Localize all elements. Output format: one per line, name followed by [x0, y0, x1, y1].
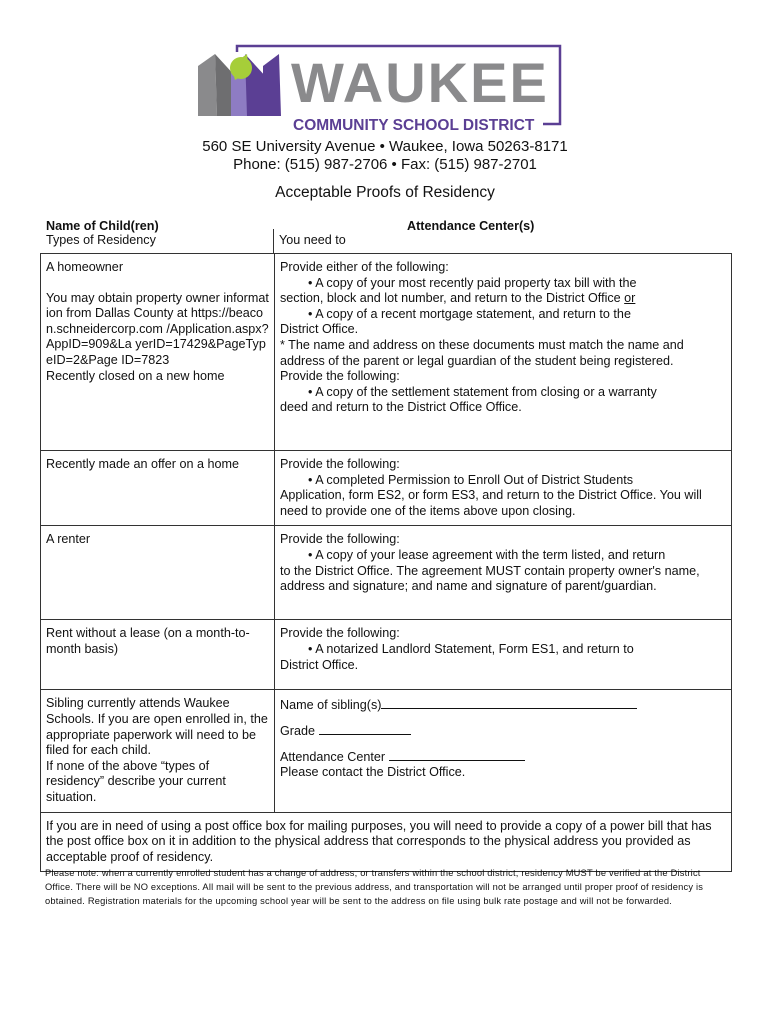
- homeowner-note: You may obtain property owner information from Dallas County at https://beacon.schneidercorp.com /Application.aspx?AppID=909&La yerID=17429&PageTypeID=2&Page ID=7823: [46, 290, 269, 367]
- header-attendance: Attendance Center(s): [407, 219, 535, 233]
- type-offer: Recently made an offer on a home: [46, 457, 239, 471]
- table-row: [41, 451, 732, 526]
- logo-subtitle: COMMUNITY SCHOOL DISTRICT: [293, 117, 535, 134]
- requirement-bullet: • A notarized Landlord Statement, Form ES1, and return to: [308, 641, 634, 656]
- requirement-intro: Provide the following:: [280, 457, 400, 471]
- attendance-center-field[interactable]: Attendance Center: [280, 748, 727, 766]
- district-logo: [0, 44, 770, 134]
- table-row: [41, 690, 732, 812]
- logo-wordmark: WAUKEE: [291, 51, 549, 114]
- requirement-intro: Provide the following:: [280, 532, 400, 547]
- requirement-intro: Provide the following:: [280, 369, 400, 384]
- footnote: Please note: when a currently enrolled student has a change of address, or transfers within the school district, residency MUST be verified at the District Office. There will be NO exceptions. All mail will be sent to the previous address, and transportation will not be arranged until proper proof of residency is obtained. Registration materials for the upcoming school year will be sent to the address on file using bulk rate postage and will not be forwarded.: [45, 868, 704, 907]
- residency-table: [40, 215, 732, 872]
- requirement-text: Application, form ES2, or form ES3, and return to the District Office. You will need to provide one of the items above upon closing.: [280, 488, 702, 518]
- type-none: If none of the above “types of residency” describe your current situation.: [46, 758, 226, 804]
- requirement-bullet: • A copy of the settlement statement from closing or a warranty: [308, 384, 657, 399]
- header-child-name: Name of Child(ren): [46, 219, 159, 233]
- requirement-text: deed and return to the District Office Office.: [280, 400, 522, 415]
- requirement-text: District Office.: [280, 322, 359, 337]
- table-row: [41, 526, 732, 620]
- type-renter: A renter: [46, 532, 91, 547]
- header-you-need: You need to: [279, 233, 346, 247]
- requirement-bullet: • A copy of a recent mortgage statement, and return to the: [308, 306, 631, 321]
- contact-district: Please contact the District Office.: [280, 765, 466, 780]
- requirement-intro: Provide either of the following:: [280, 260, 449, 274]
- logo-mark-gray-left: [198, 54, 217, 116]
- page-title: Acceptable Proofs of Residency: [275, 184, 495, 201]
- district-phone: Phone: (515) 987-2706 • Fax: (515) 987-2701: [233, 156, 537, 173]
- grade-field[interactable]: Grade: [280, 722, 727, 740]
- po-box-note: If you are in need of using a post office box for mailing purposes, you will need to provide a copy of a power bill that has the post office box on it in addition to the physical address that corresponds to the physical address you provided as acceptable proof of residency.: [46, 818, 712, 864]
- table-row: [41, 812, 732, 872]
- type-no-lease: Rent without a lease (on a month-to-month basis): [46, 626, 250, 656]
- sibling-name-field[interactable]: Name of sibling(s): [280, 696, 727, 714]
- requirement-note: * The name and address on these documents must match the name and address of the parent or legal guardian of the student being registered.: [280, 337, 684, 368]
- requirement-bullet: • A completed Permission to Enroll Out of District Students: [308, 472, 633, 487]
- requirement-text: District Office.: [280, 657, 359, 672]
- header-types: Types of Residency: [46, 233, 156, 247]
- requirement-bullet: • A copy of your most recently paid property tax bill with the: [308, 275, 637, 290]
- table-row: [41, 254, 732, 451]
- type-closed: Recently closed on a new home: [46, 368, 225, 383]
- table-header: [40, 215, 732, 253]
- type-sibling: Sibling currently attends Waukee Schools. If you are open enrolled in, the appropriate paperwork will need to be filed for each child.: [46, 696, 268, 758]
- requirement-bullet: • A copy of your lease agreement with the term listed, and return: [308, 547, 666, 562]
- requirement-text: to the District Office. The agreement MUST contain property owner's name, address and signature; and name and signature of parent/guardian.: [280, 563, 700, 594]
- table-row: [41, 620, 732, 690]
- requirement-text: section, block and lot number, and return to the District Office or: [280, 291, 636, 306]
- type-homeowner: A homeowner: [46, 260, 124, 274]
- district-address: 560 SE University Avenue • Waukee, Iowa 50263-8171: [202, 138, 568, 155]
- requirement-intro: Provide the following:: [280, 626, 400, 641]
